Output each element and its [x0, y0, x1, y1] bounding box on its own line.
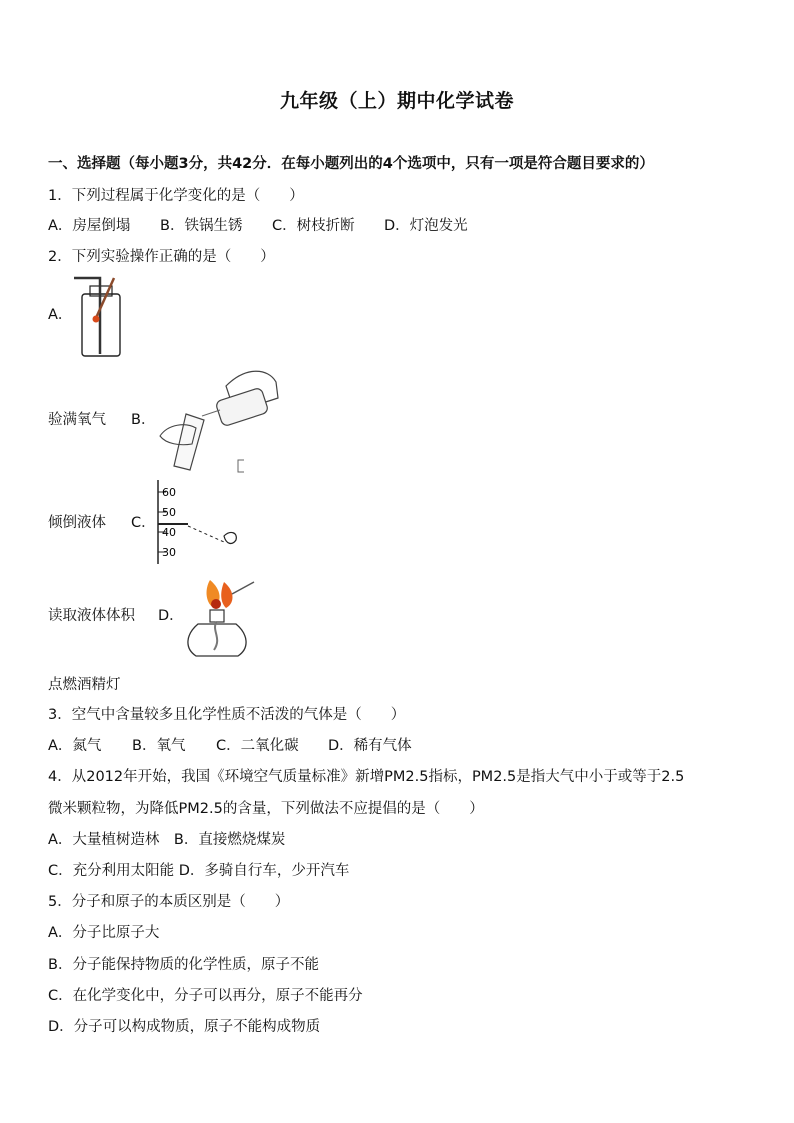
- cylinder-tick-40: 40: [162, 526, 176, 539]
- q2-option-b-caption: 倾倒液体: [48, 515, 106, 531]
- q2-option-c-caption: 读取液体体积: [48, 608, 135, 624]
- question-3-options: [48, 736, 412, 756]
- q5-option-a[interactable]: A．分子比原子大: [48, 925, 160, 941]
- question-3-stem: 3．空气中含量较多且化学性质不活泼的气体是（ ）: [48, 707, 406, 723]
- exam-title: 九年级（上）期中化学试卷: [279, 90, 514, 112]
- question-4-stem-line-1: 4．从2012年开始，我国《环境空气质量标准》新增PM2.5指标，PM2.5是指大气中小于或等于2.5: [48, 769, 685, 785]
- q5-option-d[interactable]: D．分子可以构成物质，原子不能构成物质: [48, 1019, 321, 1035]
- q1-option-a[interactable]: A．房屋倒塌: [48, 218, 131, 234]
- cylinder-tick-50: 50: [162, 506, 176, 519]
- gas-bottle-figure: [70, 274, 130, 360]
- question-2-stem: 2．下列实验操作正确的是（ ）: [48, 249, 275, 265]
- q2-option-a-caption: 验满氧气: [48, 412, 106, 428]
- question-1-options: [48, 216, 468, 236]
- graduated-cylinder-figure: [152, 456, 244, 566]
- q4-options-cd[interactable]: C．充分利用太阳能 D．多骑自行车，少开汽车: [48, 863, 350, 879]
- q4-options-ab[interactable]: A．大量植树造林 B．直接燃烧煤炭: [48, 832, 286, 848]
- q1-option-b[interactable]: B．铁锅生锈: [160, 218, 243, 234]
- q2-option-b-letter[interactable]: B．: [131, 412, 156, 428]
- q3-option-b[interactable]: B．氧气: [132, 738, 186, 754]
- q2-option-d-letter[interactable]: D．: [158, 608, 184, 624]
- q1-option-c[interactable]: C．树枝折断: [272, 218, 355, 234]
- q3-option-a[interactable]: A．氮气: [48, 738, 102, 754]
- q2-option-a-letter[interactable]: A．: [48, 307, 73, 323]
- question-5-stem: 5．分子和原子的本质区别是（ ）: [48, 894, 290, 910]
- question-4-stem-line-2: 微米颗粒物，为降低PM2.5的含量，下列做法不应提倡的是（ ）: [48, 801, 484, 817]
- question-1-stem: 1．下列过程属于化学变化的是（ ）: [48, 188, 304, 204]
- q2-option-c-letter[interactable]: C．: [131, 515, 156, 531]
- q1-option-d[interactable]: D．灯泡发光: [384, 218, 468, 234]
- section-heading: 一、选择题（每小题3分，共42分．在每小题列出的4个选项中，只有一项是符合题目要求的）: [48, 156, 654, 172]
- q5-option-c[interactable]: C．在化学变化中，分子可以再分，原子不能再分: [48, 988, 363, 1004]
- q3-option-d[interactable]: D．稀有气体: [328, 738, 412, 754]
- cylinder-tick-60: 60: [162, 486, 176, 499]
- alcohol-lamp-figure: [180, 576, 258, 662]
- q3-option-c[interactable]: C．二氧化碳: [216, 738, 299, 754]
- q2-option-d-caption: 点燃酒精灯: [48, 677, 121, 693]
- cylinder-tick-30: 30: [162, 546, 176, 559]
- q5-option-b[interactable]: B．分子能保持物质的化学性质，原子不能: [48, 957, 319, 973]
